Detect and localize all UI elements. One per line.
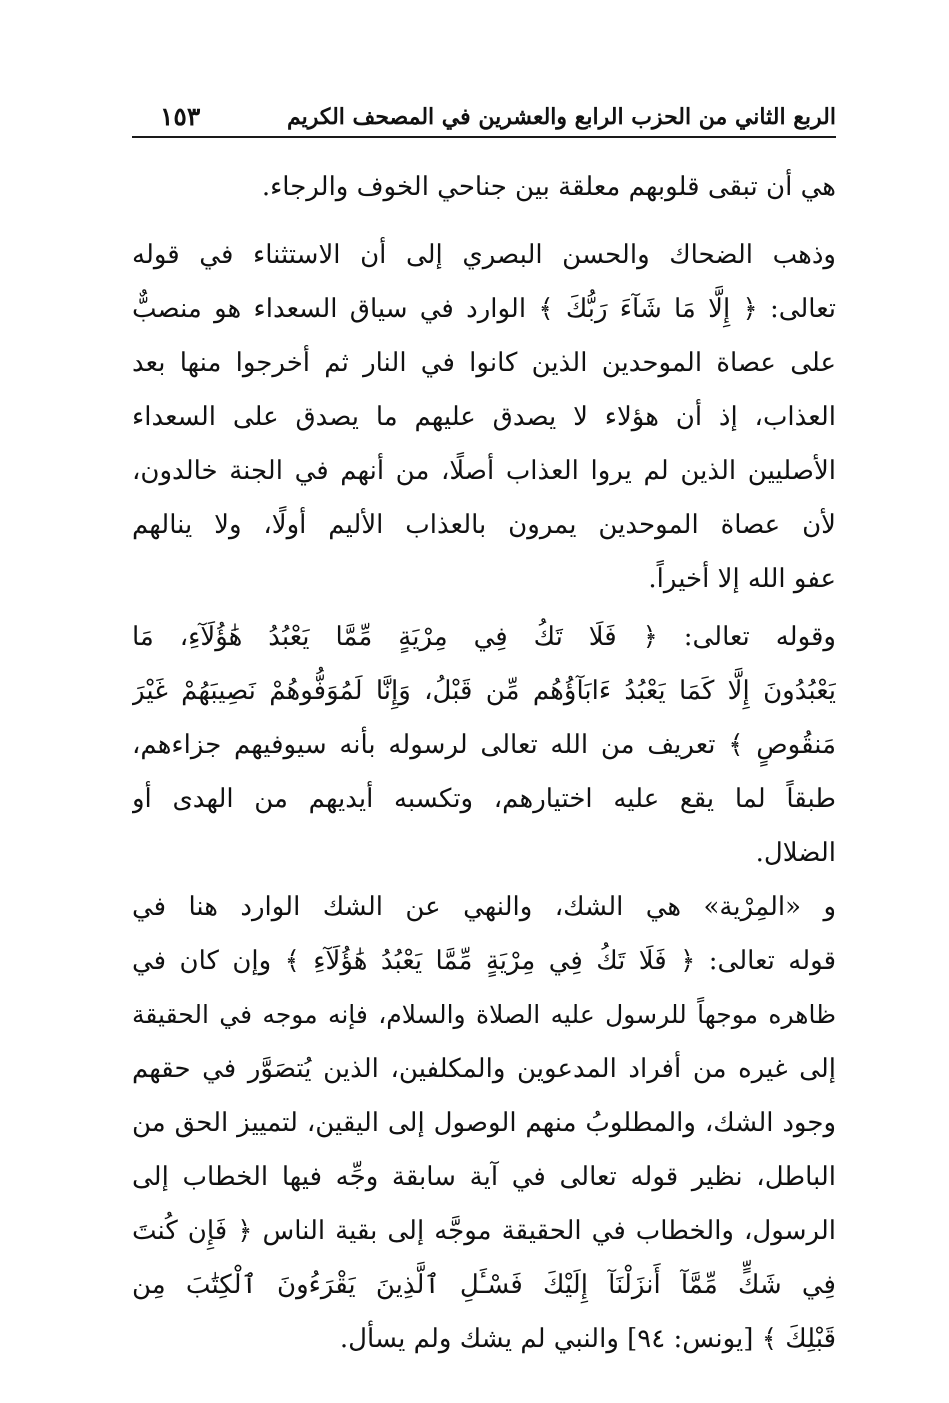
text-line: على عصاة الموحدين الذين كانوا في النار ثم أخرجوا منها بعد — [132, 348, 836, 378]
running-title: الربع الثاني من الحزب الرابع والعشرين في المصحف الكريم — [287, 104, 836, 130]
paragraph — [132, 880, 836, 1366]
text-line: عفو الله إلا أخيراً. — [648, 564, 836, 594]
text-line: يَعْبُدُونَ إِلَّا كَمَا يَعْبُدُ ءَابَآؤُهُم مِّن قَبْلُ، وَإِنَّا لَمُوَفُّوهُمْ نَصِيبَهُمْ غَيْرَ — [132, 676, 836, 706]
page-number: ١٥٣ — [160, 102, 201, 131]
text-line: وجود الشك، والمطلوبُ منهم الوصول إلى اليقين، لتمييز الحق من — [132, 1108, 836, 1138]
text-line: لأن عصاة الموحدين يمرون بالعذاب الأليم أولًا، ولا ينالهم — [132, 510, 836, 540]
text-line: إلى غيره من أفراد المدعوين والمكلفين، الذين يُتصَوَّر في حقهم — [132, 1054, 836, 1084]
text-line: تعالى: ﴿ إِلَّا مَا شَآءَ رَبُّكَ ﴾ الوارد في سياق السعداء هو منصبٌّ — [132, 294, 836, 324]
text-line: الرسول، والخطاب في الحقيقة موجَّه إلى بقية الناس ﴿ فَإِن كُنتَ — [132, 1216, 836, 1246]
text-line: فِي شَكٍّ مِّمَّآ أَنزَلْنَآ إِلَيْكَ فَسْـَٔلِ ٱلَّذِينَ يَقْرَءُونَ ٱلْكِتَٰبَ مِن — [132, 1270, 836, 1300]
text-line: مَنقُوصٍ ﴾ تعريف من الله تعالى لرسوله بأنه سيوفيهم جزاءهم، — [132, 730, 836, 760]
text-line: وقوله تعالى: ﴿ فَلَا تَكُ فِي مِرْيَةٍ مِّمَّا يَعْبُدُ هَٰؤُلَآءِ، مَا — [132, 622, 836, 652]
text-line: الباطل، نظير قوله تعالى في آية سابقة وجِّه فيها الخطاب إلى — [132, 1162, 836, 1192]
text-line: الأصليين الذين لم يروا العذاب أصلًا، من أنهم في الجنة خالدون، — [132, 456, 836, 486]
text-line: ظاهره موجهاً للرسول عليه الصلاة والسلام، فإنه موجه في الحقيقة — [132, 1000, 836, 1029]
paragraph — [132, 160, 836, 214]
text-line: وذهب الضحاك والحسن البصري إلى أن الاستثناء في قوله — [132, 240, 836, 270]
text-line: الضلال. — [755, 838, 836, 868]
text-line: طبقاً لما يقع عليه اختيارهم، وتكسبه أيديهم من الهدى أو — [132, 784, 836, 814]
text-line: العذاب، إذ أن هؤلاء لا يصدق عليهم ما يصدق على السعداء — [132, 402, 836, 432]
text-line: قَبْلِكَ ﴾ [يونس: ٩٤] والنبي لم يشك ولم يسأل. — [339, 1324, 836, 1354]
running-header — [132, 96, 836, 138]
paragraph — [132, 228, 836, 606]
text-line: هي أن تبقى قلوبهم معلقة بين جناحي الخوف والرجاء. — [261, 172, 836, 202]
body-text — [132, 160, 836, 1366]
text-line: و «المِرْية» هي الشك، والنهي عن الشك الوارد هنا في — [132, 892, 836, 922]
text-line: قوله تعالى: ﴿ فَلَا تَكُ فِي مِرْيَةٍ مِّمَّا يَعْبُدُ هَٰؤُلَآءِ ﴾ وإن كان في — [132, 946, 836, 976]
paragraph — [132, 610, 836, 880]
